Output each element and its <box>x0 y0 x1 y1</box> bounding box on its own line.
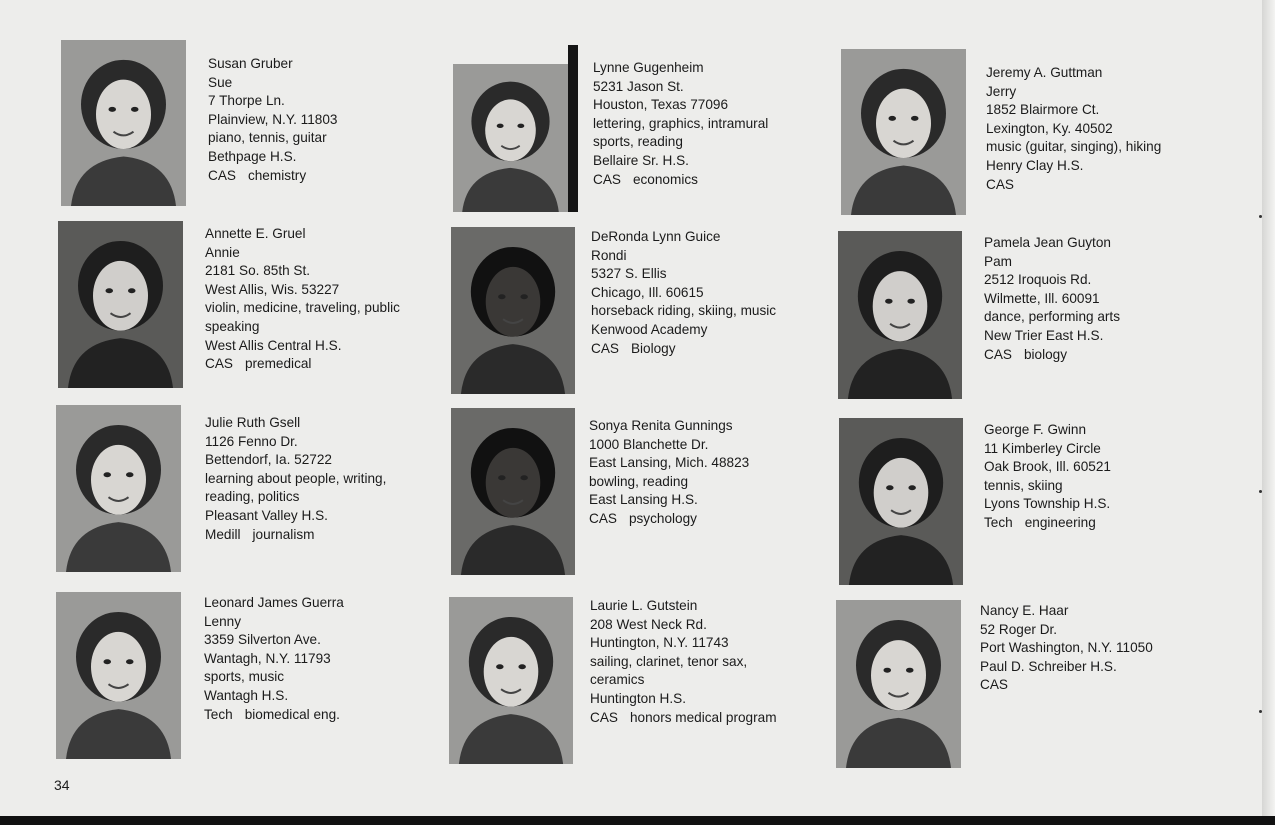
school-major <box>589 510 749 529</box>
student-name: Lynne Gugenheim <box>593 60 704 75</box>
major: honors medical program <box>629 709 777 725</box>
student-detail: Jerry <box>986 83 1017 99</box>
major: premedical <box>244 356 312 372</box>
major: biomedical eng. <box>244 706 340 722</box>
student-detail: sports, reading <box>593 134 683 150</box>
student-detail: Plainview, N.Y. 11803 <box>208 111 338 127</box>
school-major <box>984 346 1120 365</box>
page-number: 34 <box>54 777 70 793</box>
student-detail: Lyons Township H.S. <box>984 496 1111 512</box>
student-name: Leonard James Guerra <box>204 595 344 610</box>
student-detail: Oak Brook, Ill. 60521 <box>984 459 1111 475</box>
student-info <box>590 597 777 727</box>
school: CAS <box>986 176 1014 192</box>
student-detail: Wilmette, Ill. 60091 <box>984 290 1100 306</box>
student-detail: Sue <box>208 74 233 90</box>
major: Biology <box>630 340 676 356</box>
student-detail: 208 West Neck Rd. <box>590 616 707 632</box>
school: CAS <box>208 167 236 183</box>
student-photo <box>56 592 181 759</box>
binding-mark <box>1259 490 1262 493</box>
student-detail: Huntington, N.Y. 11743 <box>590 635 729 651</box>
school: CAS <box>593 171 621 187</box>
major: biology <box>1023 346 1068 362</box>
school: CAS <box>590 709 618 725</box>
student-detail: Huntington H.S. <box>590 690 686 706</box>
student-detail: 2181 So. 85th St. <box>205 263 311 279</box>
school: CAS <box>205 356 233 372</box>
student-info <box>205 225 400 374</box>
student-photo <box>451 227 575 394</box>
major: economics <box>632 171 698 187</box>
student-detail: Chicago, Ill. 60615 <box>591 284 704 300</box>
student-detail: Wantagh H.S. <box>204 687 289 703</box>
student-detail: 5231 Jason St. <box>593 78 684 94</box>
student-photo <box>56 405 181 572</box>
student-detail: 3359 Silverton Ave. <box>204 632 321 648</box>
student-detail: tennis, skiing <box>984 477 1063 493</box>
student-name: Julie Ruth Gsell <box>205 415 301 430</box>
student-detail: Bellaire Sr. H.S. <box>593 152 689 168</box>
student-detail: West Allis Central H.S. <box>205 337 342 353</box>
major: journalism <box>252 526 315 542</box>
student-detail: 11 Kimberley Circle <box>984 440 1101 456</box>
student-detail: 2512 Iroquois Rd. <box>984 272 1092 288</box>
student-detail: 7 Thorpe Ln. <box>208 93 285 109</box>
student-detail: piano, tennis, guitar <box>208 130 327 146</box>
school: Tech <box>204 706 233 722</box>
student-detail: 52 Roger Dr. <box>980 621 1058 637</box>
student-info <box>980 602 1153 695</box>
student-info <box>984 234 1120 364</box>
student-detail: ceramics <box>590 672 645 688</box>
school-major <box>980 676 1153 695</box>
school: CAS <box>984 346 1012 362</box>
school-major <box>208 167 337 186</box>
school-major <box>590 709 777 728</box>
student-detail: music (guitar, singing), hiking <box>986 139 1162 155</box>
student-info <box>208 55 337 185</box>
student-info <box>589 417 749 529</box>
student-detail: Annie <box>205 244 240 260</box>
student-info <box>986 64 1161 194</box>
school-major <box>593 171 768 190</box>
page-edge <box>0 816 1275 825</box>
student-photo <box>838 231 962 399</box>
student-name: Susan Gruber <box>208 56 293 71</box>
student-detail: dance, performing arts <box>984 309 1121 325</box>
school-major <box>205 355 400 374</box>
student-detail: West Allis, Wis. 53227 <box>205 281 340 297</box>
major: engineering <box>1024 514 1096 530</box>
student-detail: Bettendorf, Ia. 52722 <box>205 452 332 468</box>
student-detail: Henry Clay H.S. <box>986 157 1084 173</box>
student-detail: East Lansing, Mich. 48823 <box>589 455 750 471</box>
student-detail: East Lansing H.S. <box>589 492 698 508</box>
student-photo <box>841 49 966 215</box>
student-detail: Bethpage H.S. <box>208 148 297 164</box>
student-detail: 5327 S. Ellis <box>591 266 667 282</box>
page-spine <box>1262 0 1275 816</box>
student-photo <box>58 221 183 388</box>
student-name: Laurie L. Gutstein <box>590 598 698 613</box>
student-info <box>591 228 776 358</box>
student-detail: New Trier East H.S. <box>984 327 1104 343</box>
school: CAS <box>591 340 619 356</box>
school: Medill <box>205 526 241 542</box>
student-name: Annette E. Gruel <box>205 226 306 241</box>
major: psychology <box>628 510 697 526</box>
student-detail: lettering, graphics, intramural <box>593 115 769 131</box>
student-detail: Pleasant Valley H.S. <box>205 507 328 523</box>
student-name: George F. Gwinn <box>984 422 1086 437</box>
student-photo <box>453 64 568 212</box>
school: Tech <box>984 514 1013 530</box>
binding-mark <box>1259 710 1262 713</box>
student-detail: sailing, clarinet, tenor sax, <box>590 653 748 669</box>
student-detail: speaking <box>205 318 260 334</box>
school-major <box>205 526 386 545</box>
student-detail: reading, politics <box>205 489 300 505</box>
student-info <box>984 421 1111 533</box>
student-detail: 1000 Blanchette Dr. <box>589 436 709 452</box>
student-detail: 1126 Fenno Dr. <box>205 433 298 449</box>
student-name: Jeremy A. Guttman <box>986 65 1103 80</box>
major: chemistry <box>247 167 307 183</box>
student-detail: Paul D. Schreiber H.S. <box>980 658 1117 674</box>
student-name: Sonya Renita Gunnings <box>589 418 733 433</box>
student-detail: bowling, reading <box>589 473 688 489</box>
school-major <box>984 514 1111 533</box>
student-photo <box>451 408 575 575</box>
student-detail: Lexington, Ky. 40502 <box>986 120 1113 136</box>
student-detail: violin, medicine, traveling, public <box>205 300 400 316</box>
student-detail: learning about people, writing, <box>205 470 387 486</box>
student-detail: Wantagh, N.Y. 11793 <box>204 650 331 666</box>
student-photo <box>61 40 186 206</box>
student-detail: 1852 Blairmore Ct. <box>986 102 1100 118</box>
school-major <box>986 176 1161 195</box>
student-detail: Lenny <box>204 613 242 629</box>
student-detail: Port Washington, N.Y. 11050 <box>980 640 1153 656</box>
student-info <box>205 414 386 544</box>
student-name: Pamela Jean Guyton <box>984 235 1111 250</box>
school: CAS <box>589 510 617 526</box>
student-detail: Pam <box>984 253 1012 269</box>
student-detail: sports, music <box>204 669 285 685</box>
student-info <box>593 59 768 189</box>
school-major <box>204 706 344 725</box>
binding-mark <box>1259 215 1262 218</box>
student-photo <box>836 600 961 768</box>
student-detail: Houston, Texas 77096 <box>593 97 729 113</box>
student-photo <box>449 597 573 764</box>
student-detail: Rondi <box>591 247 627 263</box>
student-name: Nancy E. Haar <box>980 603 1069 618</box>
student-detail: Kenwood Academy <box>591 321 708 337</box>
student-photo <box>839 418 963 585</box>
student-detail: horseback riding, skiing, music <box>591 303 777 319</box>
student-name: DeRonda Lynn Guice <box>591 229 721 244</box>
school-major <box>591 340 776 359</box>
student-info <box>204 594 344 724</box>
school: CAS <box>980 677 1008 693</box>
photo-border <box>568 45 578 212</box>
